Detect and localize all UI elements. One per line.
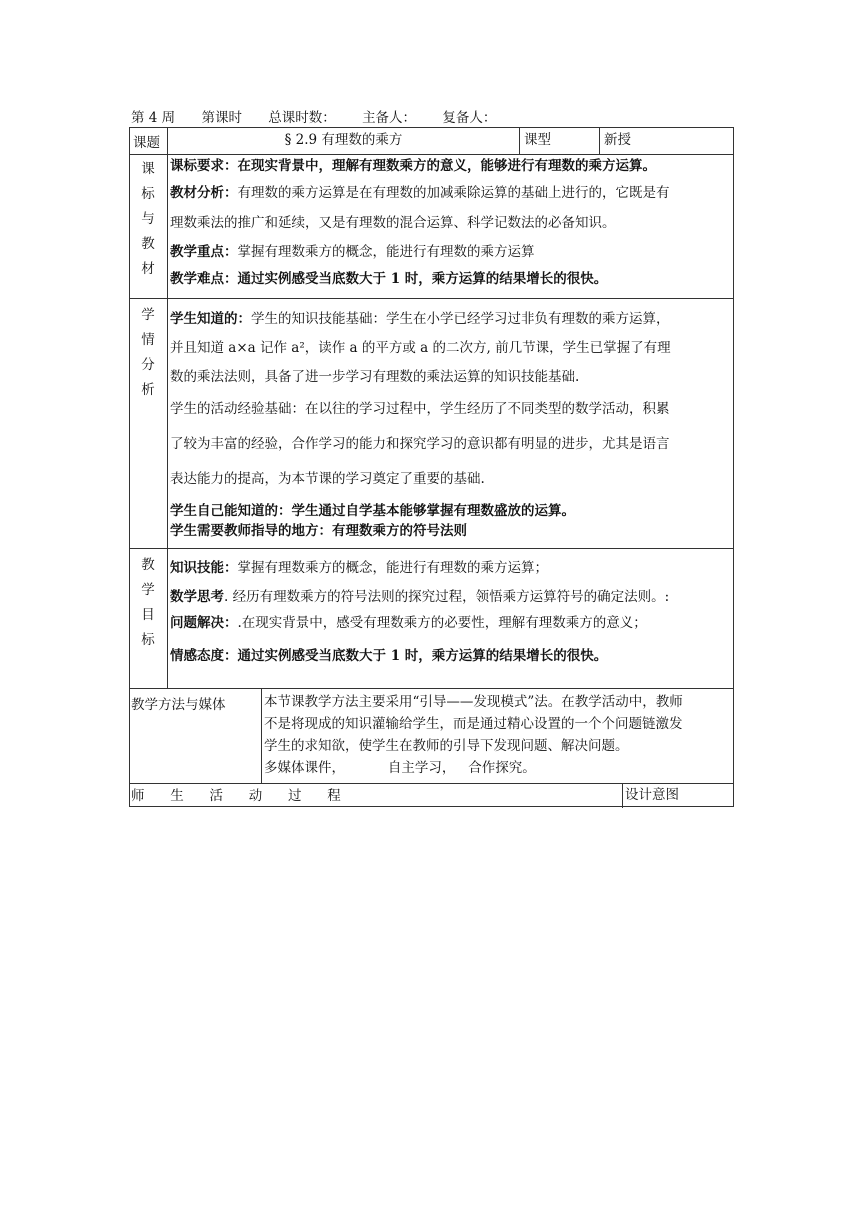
problem-solving: [170, 613, 732, 633]
design-intent-label: [622, 784, 734, 808]
design-intent-label-text: 设计意图: [625, 787, 679, 803]
student-analysis-label: [129, 301, 167, 501]
teaching-method-content: [261, 689, 734, 784]
label-char: 标: [141, 632, 155, 648]
activity-process-label: 师 生 活 动 过 程: [131, 788, 341, 804]
label-char: 课: [141, 161, 155, 177]
difficulty-point: 教学难点：通过实例感受当底数大于 1 时，乘方运算的结果增长的很快。: [170, 271, 608, 287]
label-char: 学: [141, 582, 155, 598]
label-char: 教: [141, 236, 155, 252]
teaching-method-line4: 多媒体课件， 自主学习， 合作探究。: [264, 760, 536, 776]
student-knows-line3: 数的乘法法则，具备了进一步学习有理数的乘法运算的知识技能基础.: [170, 369, 580, 385]
activity-experience-line2: 了较为丰富的经验，合作学习的能力和探究学习的意识都有明显的进步，尤其是语言: [170, 436, 670, 452]
math-thinking-text: . 经历有理数乘方的符号法则的探究过程，领悟乘方运算符号的确定法则。:: [224, 589, 670, 605]
topic-title: [167, 127, 519, 154]
key-point-label: 教学重点：: [170, 244, 238, 260]
lesson-type-label: [519, 127, 599, 154]
title-row: [129, 127, 734, 154]
total-lessons-label: 总课时数：: [268, 110, 336, 126]
topic-label: 课题: [133, 135, 160, 151]
knowledge-skill: [170, 555, 732, 581]
student-knows-line2: 并且知道 a×a 记作 a²，读作 a 的平方或 a 的二次方, 前几节课，学生已掌握了有理: [170, 340, 671, 356]
prepare-label: 主备人：: [362, 110, 417, 126]
teaching-method-line3: 学生的求知欲，使学生在教师的引导下发现问题、解决问题。: [264, 738, 629, 754]
teaching-goals-label: [129, 551, 167, 661]
problem-solving-label: 问题解决：: [170, 615, 238, 631]
emotion-attitude: 情感态度：通过实例感受当底数大于 1 时，乘方运算的结果增长的很快。: [170, 648, 608, 664]
knowledge-skill-label: 知识技能：: [170, 560, 238, 576]
activity-experience-line1: 学生的活动经验基础：在以往的学习过程中，学生经历了不同类型的数学活动，积累: [170, 401, 670, 417]
teacher-guidance-needed: 学生需要教师指导的地方：有理数乘方的符号法则: [170, 523, 467, 539]
label-char: 析: [141, 382, 155, 398]
lesson-label: 第课时: [201, 110, 242, 126]
activity-experience-line3: 表达能力的提高，为本节课的学习奠定了重要的基础.: [170, 471, 485, 487]
lesson-type-value-text: 新授: [604, 132, 631, 148]
material-analysis-line2: 理数乘法的推广和延续，又是有理数的混合运算、科学记数法的必备知识。: [170, 215, 616, 231]
label-char: 材: [141, 261, 155, 277]
student-knows: [170, 305, 732, 334]
curriculum-section: [129, 154, 734, 298]
math-thinking-label: 数学思考: [170, 589, 224, 605]
student-knows-label: 学生知道的：: [170, 311, 251, 327]
lesson-type-value: [599, 127, 734, 154]
self-known: 学生自己能知道的：学生通过自学基本能够掌握有理数盛放的运算。: [170, 503, 575, 519]
label-char: 与: [141, 211, 155, 227]
teaching-method-section: [129, 688, 734, 783]
teaching-method-line1: 本节课教学方法主要采用“引导——发现模式”法。在教学活动中，教师: [264, 694, 683, 710]
label-char: 分: [141, 357, 155, 373]
student-analysis-content: [167, 299, 734, 549]
review-label: 复备人：: [442, 110, 497, 126]
process-header-row: [129, 783, 734, 807]
student-analysis-section: [129, 298, 734, 548]
teaching-goals-section: [129, 548, 734, 688]
material-analysis-label: 教材分析：: [170, 185, 238, 201]
teaching-method-line2: 不是将现成的知识灌输给学生，而是通过精心设置的一个个问题链激发: [264, 716, 683, 732]
knowledge-skill-text: 掌握有理数乘方的概念，能进行有理数的乘方运算；: [237, 560, 548, 576]
math-thinking: [170, 581, 732, 613]
label-char: 教: [141, 557, 155, 573]
week-label: 第 4 周: [131, 110, 176, 126]
lesson-type-label-text: 课型: [524, 132, 551, 148]
label-char: 目: [141, 607, 155, 623]
curriculum-content: [167, 155, 734, 299]
material-analysis: [170, 177, 732, 210]
key-point: [170, 236, 732, 268]
label-char: 情: [141, 332, 155, 348]
student-knows-line1: 学生的知识技能基础：学生在小学已经学习过非负有理数的乘方运算，: [251, 311, 670, 327]
teaching-method-label: 教学方法与媒体: [131, 697, 226, 713]
topic-title-text: § 2.9 有理数的乘方: [284, 132, 403, 148]
curriculum-label: [129, 155, 167, 299]
teaching-goals-content: [167, 549, 734, 689]
label-char: 标: [141, 186, 155, 202]
material-analysis-line1: 有理数的乘方运算是在有理数的加减乘除运算的基础上进行的，它既是有: [237, 185, 670, 201]
problem-solving-text: .在现实背景中，感受有理数乘方的必要性，理解有理数乘方的意义；: [237, 615, 647, 631]
lesson-header: [131, 106, 518, 126]
label-char: 学: [141, 307, 155, 323]
curriculum-requirement: 课标要求：在现实背景中，理解有理数乘方的意义，能够进行有理数的乘方运算。: [170, 158, 656, 174]
key-point-text: 掌握有理数乘方的概念，能进行有理数的乘方运算: [237, 244, 535, 260]
